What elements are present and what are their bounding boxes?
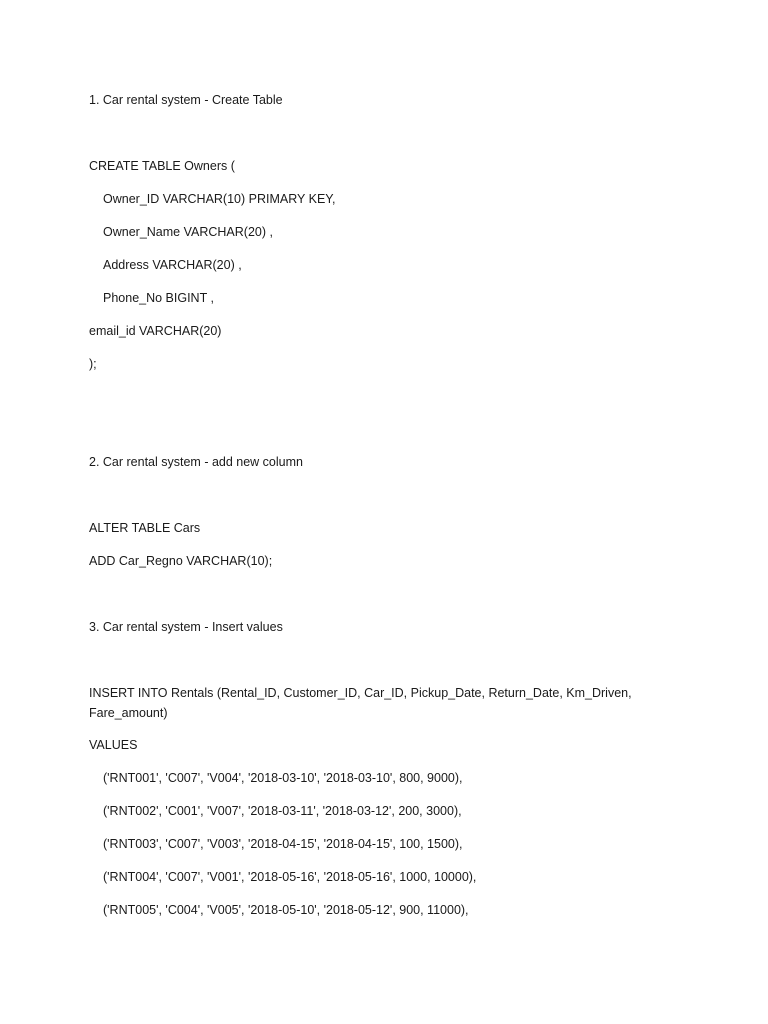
value-row: ('RNT001', 'C007', 'V004', '2018-03-10', '2018-03-10', 800, 9000), <box>103 771 463 785</box>
code-line: ); <box>89 357 97 371</box>
code-line: Phone_No BIGINT , <box>103 291 214 305</box>
code-line: ADD Car_Regno VARCHAR(10); <box>89 554 273 568</box>
value-row: ('RNT005', 'C004', 'V005', '2018-05-10', '2018-05-12', 900, 11000), <box>103 903 469 917</box>
insert-statement: INSERT INTO Rentals (Rental_ID, Customer_ID, Car_ID, Pickup_Date, Return_Date, Km_Driven, Fare_amount) <box>89 686 632 720</box>
code-line: ALTER TABLE Cars <box>89 521 201 535</box>
section-3-heading: 3. Car rental system - Insert values <box>89 620 283 634</box>
code-line: Owner_Name VARCHAR(20) , <box>103 225 273 239</box>
code-line: CREATE TABLE Owners ( <box>89 159 235 173</box>
value-row: ('RNT002', 'C001', 'V007', '2018-03-11', '2018-03-12', 200, 3000), <box>103 804 462 818</box>
value-row: ('RNT003', 'C007', 'V003', '2018-04-15', '2018-04-15', 100, 1500), <box>103 837 463 851</box>
section-2-heading: 2. Car rental system - add new column <box>89 455 303 469</box>
code-line: email_id VARCHAR(20) <box>89 324 222 338</box>
values-keyword: VALUES <box>89 738 138 752</box>
value-row: ('RNT004', 'C007', 'V001', '2018-05-16', '2018-05-16', 1000, 10000), <box>103 870 477 884</box>
code-line: Owner_ID VARCHAR(10) PRIMARY KEY, <box>103 192 336 206</box>
code-line: Address VARCHAR(20) , <box>103 258 242 272</box>
section-1-heading: 1. Car rental system - Create Table <box>89 93 283 107</box>
